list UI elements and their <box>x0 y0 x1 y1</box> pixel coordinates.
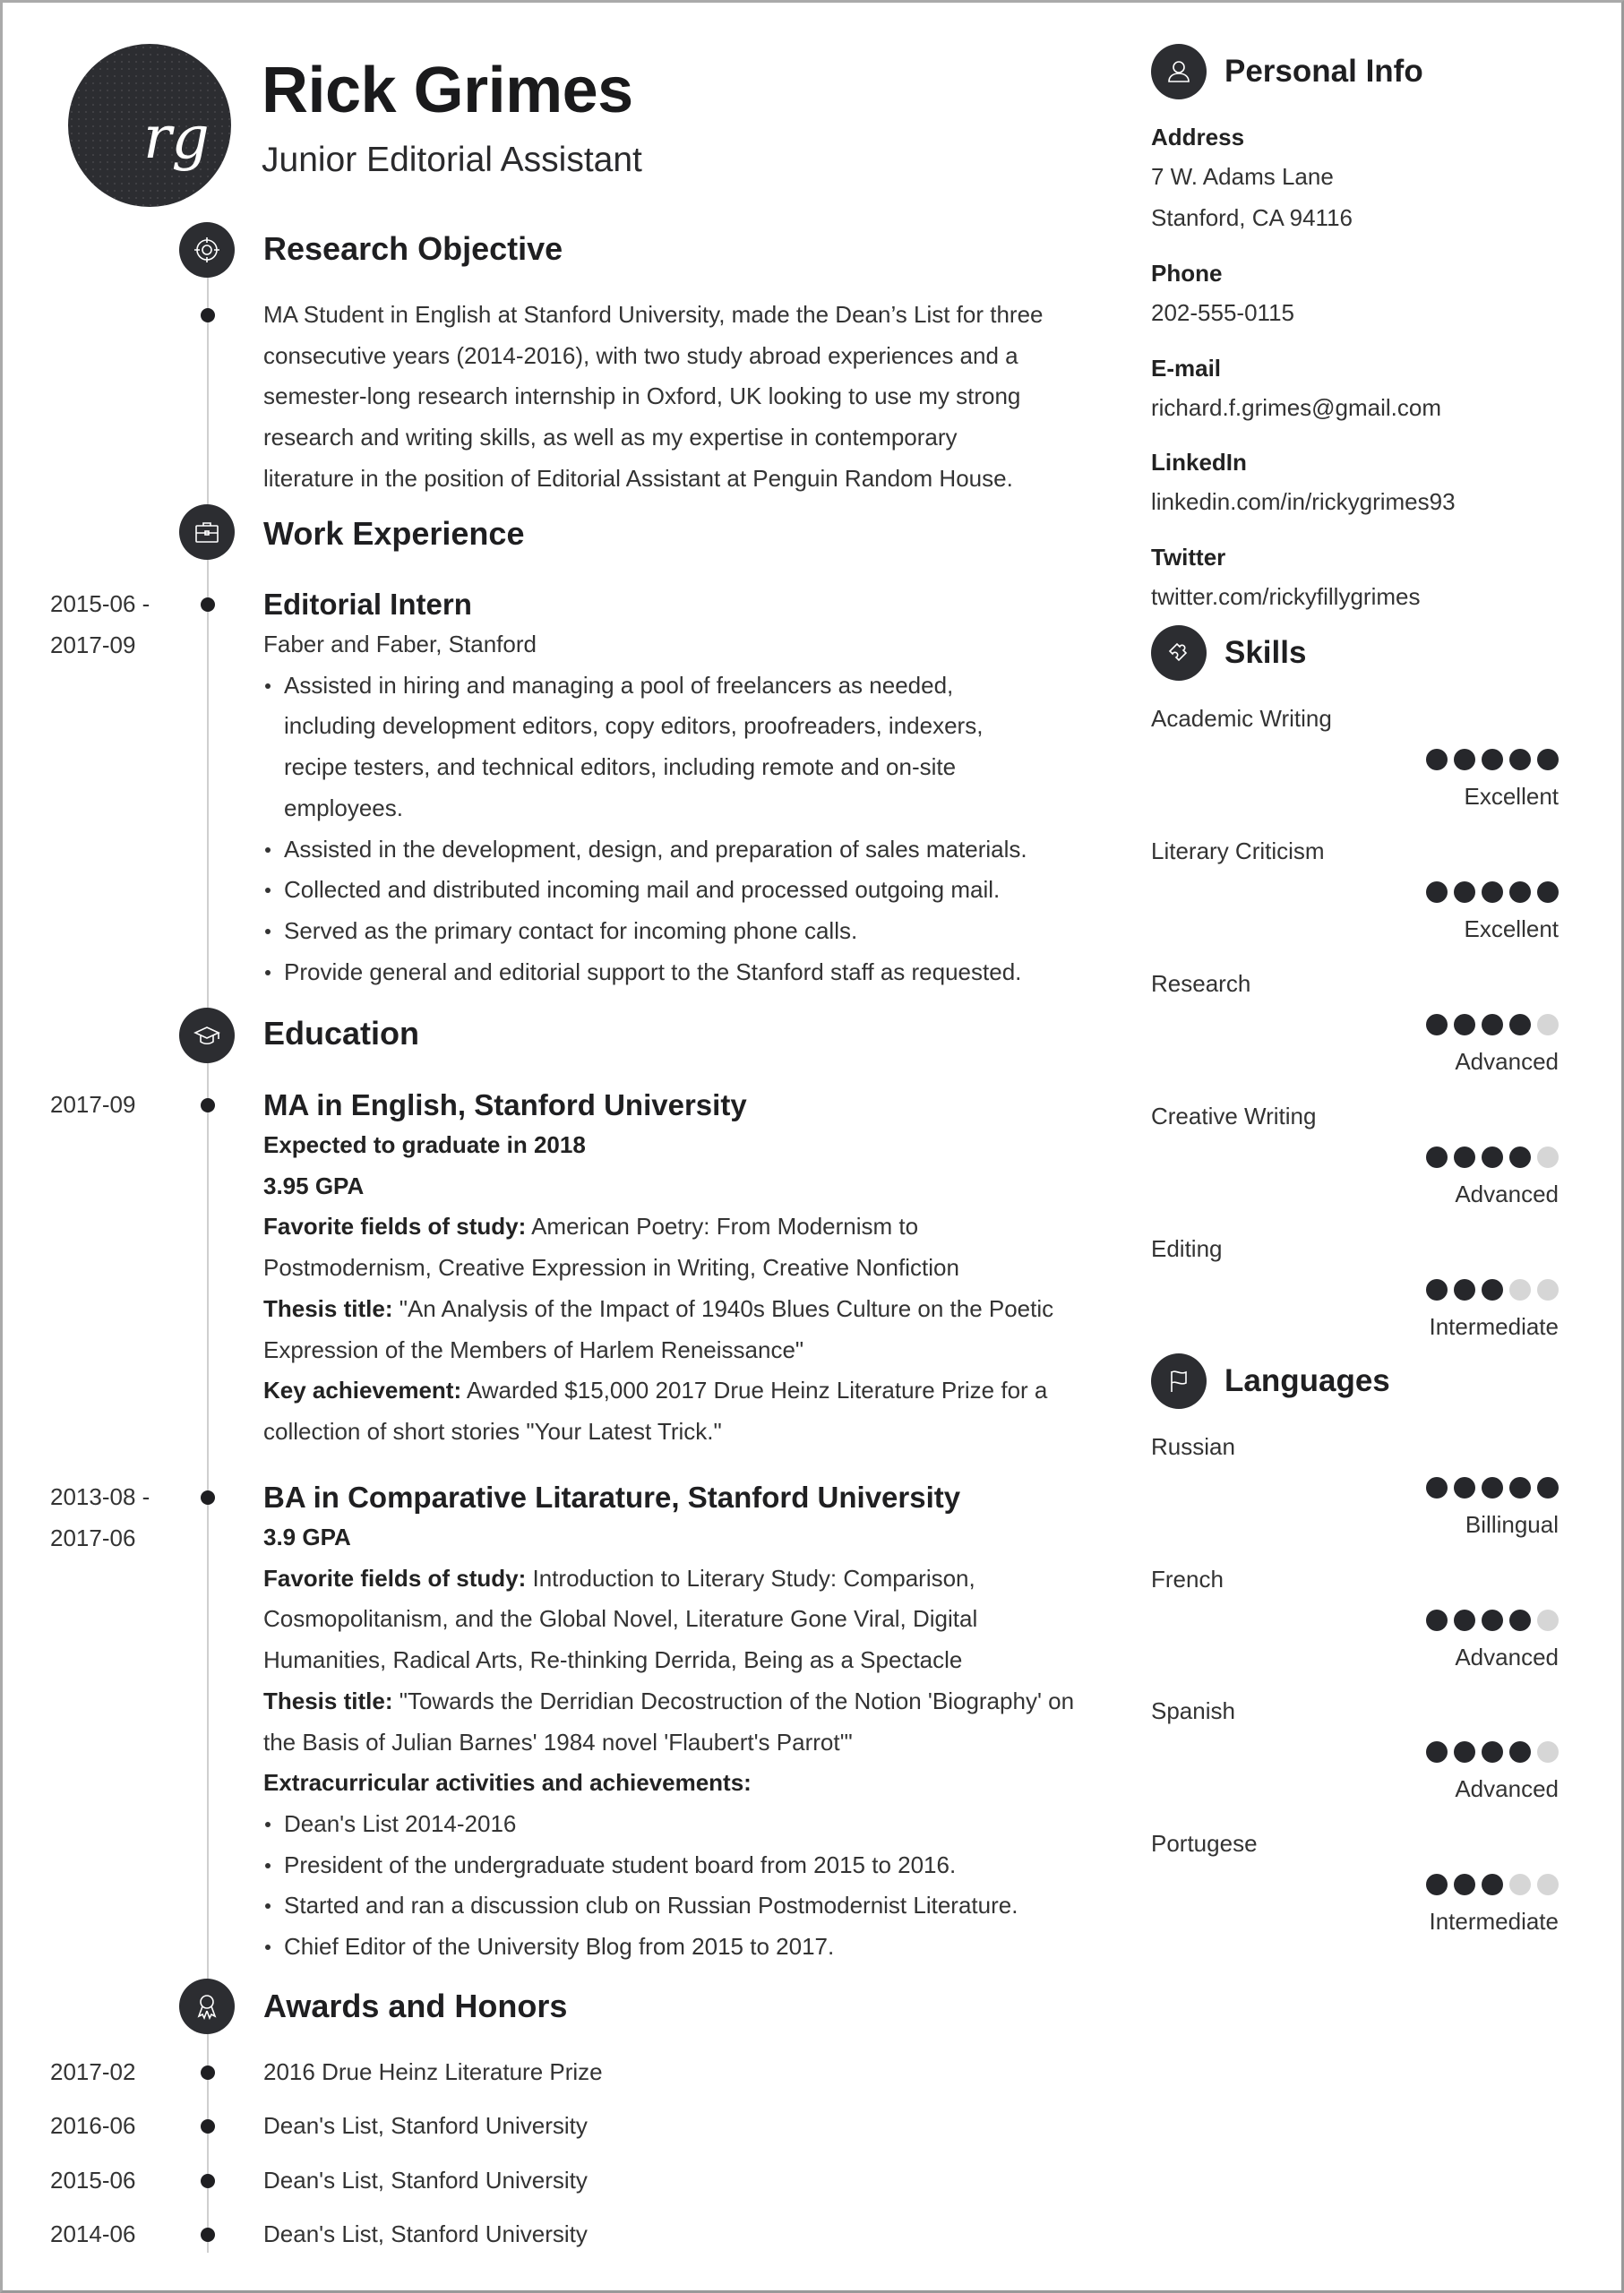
achievement-label: Key achievement: <box>263 1377 462 1404</box>
key-achievement <box>263 1370 1087 1452</box>
education-date <box>50 1085 185 1126</box>
section-title-languages: Languages <box>1224 1363 1390 1398</box>
date-start: 2017-09 <box>50 1091 136 1118</box>
timeline-dot <box>201 308 215 322</box>
avatar <box>68 44 231 207</box>
bullet-item: Assisted in hiring and managing a pool of freelancers as needed, including development editors, copy editors, proofreaders, indexers, recipe testers, and technical editors, including remote and on-site employees. <box>263 666 1052 829</box>
email-label: E-mail <box>1151 355 1222 382</box>
education-entry-ba <box>263 1477 1105 1968</box>
bullet-item: Provide general and editorial support to the Stanford staff as requested. <box>263 952 1052 993</box>
language-level: Advanced <box>1455 1775 1559 1802</box>
fields-value: Introduction to Literary Study: Comparison, Cosmopolitanism, and the Global Novel, Literature Gone Viral, Digital Humanities, Radical Arts, Re-thinking Derrida, Being as a Spectacle <box>263 1564 978 1674</box>
objective-text <box>263 295 1096 500</box>
thesis-label: Thesis title: <box>263 1294 393 1322</box>
award-date: 2015-06 <box>50 2167 136 2194</box>
avatar-initials: rg <box>143 103 210 172</box>
award-item: Dean's List, Stanford University <box>263 2112 588 2139</box>
language-rating <box>1426 1477 1559 1499</box>
award-date: 2014-06 <box>50 2220 136 2247</box>
address-line2: Stanford, CA 94116 <box>1151 204 1353 231</box>
target-icon <box>179 222 235 278</box>
gpa: 3.9 GPA <box>263 1524 351 1550</box>
email-value[interactable]: richard.f.grimes@gmail.com <box>1151 394 1442 421</box>
bullet-item: Assisted in the development, design, and preparation of sales materials. <box>263 829 1052 871</box>
bullet-item: Chief Editor of the University Blog from 2015 to 2017. <box>263 1927 1105 1968</box>
extracurricular-label: Extracurricular activities and achievements: <box>263 1769 752 1797</box>
candidate-name: Rick Grimes <box>262 55 633 126</box>
twitter-label: Twitter <box>1151 544 1226 571</box>
section-title-awards: Awards and Honors <box>263 1988 568 2024</box>
address-line1: 7 W. Adams Lane <box>1151 163 1334 190</box>
skill-level: Intermediate <box>1429 1313 1559 1340</box>
date-end: 2017-09 <box>50 631 136 658</box>
award-item: Dean's List, Stanford University <box>263 2167 588 2194</box>
thesis-value: "An Analysis of the Impact of 1940s Blues Culture on the Poetic Expression of the Members of Harlem Reneissance" <box>263 1294 1054 1363</box>
briefcase-icon <box>179 504 235 560</box>
work-entry <box>263 584 1096 992</box>
skill-rating <box>1426 1279 1559 1301</box>
section-title-work: Work Experience <box>263 515 525 552</box>
skill-rating <box>1426 881 1559 903</box>
job-title: Junior Editorial Assistant <box>262 141 642 179</box>
objective-line: consecutive years (2014-2016), with two study abroad experiences and a <box>263 341 1018 369</box>
sidebar <box>1151 0 1572 2293</box>
award-date: 2017-02 <box>50 2058 136 2085</box>
language-name: Portugese <box>1151 1830 1258 1857</box>
language-rating <box>1426 1610 1559 1631</box>
fields-label: Favorite fields of study: <box>263 1213 527 1241</box>
objective-line: MA Student in English at Stanford University, made the Dean’s List for three <box>263 301 1044 328</box>
timeline-dot <box>201 2065 215 2080</box>
date-start: 2013-08 - <box>50 1483 150 1510</box>
award-ribbon-icon <box>179 1979 235 2034</box>
user-icon <box>1151 44 1207 99</box>
work-bullets <box>263 666 1052 993</box>
skill-rating <box>1426 1014 1559 1035</box>
skill-name: Research <box>1151 970 1251 997</box>
section-title-objective: Research Objective <box>263 230 563 267</box>
language-rating <box>1426 1741 1559 1763</box>
skill-rating <box>1426 749 1559 770</box>
language-name: French <box>1151 1566 1224 1593</box>
address-label: Address <box>1151 124 1245 150</box>
award-item: Dean's List, Stanford University <box>263 2220 588 2247</box>
thesis <box>263 1289 1087 1370</box>
timeline-dot <box>201 597 215 612</box>
objective-line: literature in the position of Editorial Assistant at Penguin Random House. <box>263 464 1013 492</box>
skill-level: Advanced <box>1455 1181 1559 1207</box>
skill-level: Excellent <box>1464 915 1559 942</box>
fields-label: Favorite fields of study: <box>263 1564 527 1592</box>
work-date <box>50 584 185 666</box>
thesis <box>263 1681 1105 1763</box>
date-start: 2015-06 - <box>50 590 150 617</box>
skills-header <box>1151 625 1306 681</box>
bullet-item: Collected and distributed incoming mail and processed outgoing mail. <box>263 870 1052 911</box>
languages-header <box>1151 1353 1390 1409</box>
twitter-value[interactable]: twitter.com/rickyfillygrimes <box>1151 583 1421 610</box>
language-name: Spanish <box>1151 1697 1235 1724</box>
entry-title: Editorial Intern <box>263 588 472 621</box>
timeline-dot <box>201 1490 215 1505</box>
education-date <box>50 1477 185 1559</box>
bullet-item: President of the undergraduate student board from 2015 to 2016. <box>263 1845 1105 1886</box>
language-name: Russian <box>1151 1433 1235 1460</box>
bullet-item: Started and ran a discussion club on Russian Postmodernist Literature. <box>263 1885 1105 1927</box>
award-date: 2016-06 <box>50 2112 136 2139</box>
phone-label: Phone <box>1151 260 1223 287</box>
fields-of-study <box>263 1207 1087 1288</box>
thesis-value: "Towards the Derridian Decostruction of the Notion 'Biography' on the Basis of Julian Barnes' 1984 novel 'Flaubert's Parrot'" <box>263 1687 1075 1756</box>
award-item: 2016 Drue Heinz Literature Prize <box>263 2058 603 2085</box>
graduation-cap-icon <box>179 1008 235 1063</box>
company: Faber and Faber, Stanford <box>263 631 537 657</box>
skill-name: Academic Writing <box>1151 705 1332 732</box>
timeline-dot <box>201 2228 215 2242</box>
fields-of-study <box>263 1559 1105 1681</box>
bullet-item: Served as the primary contact for incoming phone calls. <box>263 911 1052 952</box>
skill-level: Excellent <box>1464 783 1559 810</box>
skill-level: Advanced <box>1455 1048 1559 1075</box>
section-title-education: Education <box>263 1015 420 1052</box>
linkedin-label: LinkedIn <box>1151 449 1247 476</box>
thesis-label: Thesis title: <box>263 1687 393 1714</box>
language-level: Billingual <box>1465 1511 1559 1538</box>
objective-line: semester-long research internship in Oxford, UK looking to use my strong <box>263 382 1021 410</box>
entry-title: MA in English, Stanford University <box>263 1088 747 1121</box>
expected-graduation: Expected to graduate in 2018 <box>263 1131 586 1158</box>
timeline-line <box>207 269 209 2253</box>
bullet-item: Dean's List 2014-2016 <box>263 1804 1105 1845</box>
skill-name: Literary Criticism <box>1151 837 1325 864</box>
language-level: Intermediate <box>1429 1908 1559 1935</box>
timeline-dot <box>201 2174 215 2188</box>
linkedin-value[interactable]: linkedin.com/in/rickygrimes93 <box>1151 488 1456 515</box>
skill-name: Editing <box>1151 1235 1223 1262</box>
timeline-dot <box>201 2119 215 2134</box>
skill-name: Creative Writing <box>1151 1103 1317 1129</box>
entry-title: BA in Comparative Litarature, Stanford University <box>263 1481 961 1514</box>
puzzle-icon <box>1151 625 1207 681</box>
date-end: 2017-06 <box>50 1524 136 1551</box>
gpa: 3.95 GPA <box>263 1172 365 1199</box>
section-title-skills: Skills <box>1224 635 1307 670</box>
education-entry-ma <box>263 1085 1087 1453</box>
section-title-personal-info: Personal Info <box>1224 54 1423 89</box>
timeline-dot <box>201 1098 215 1112</box>
personal-info-header <box>1151 44 1423 99</box>
extracurricular-list <box>263 1804 1105 1968</box>
language-rating <box>1426 1874 1559 1895</box>
objective-line: research and writing skills, as well as my expertise in contemporary <box>263 424 958 451</box>
achievement-value: Awarded $15,000 2017 Drue Heinz Literature Prize for a collection of short stories "Your Latest Trick." <box>263 1377 1048 1445</box>
flag-icon <box>1151 1353 1207 1409</box>
skill-rating <box>1426 1146 1559 1168</box>
fields-value: American Poetry: From Modernism to Postmodernism, Creative Expression in Writing, Creative Nonfiction <box>263 1213 959 1282</box>
language-level: Advanced <box>1455 1644 1559 1670</box>
phone-value: 202-555-0115 <box>1151 299 1294 326</box>
